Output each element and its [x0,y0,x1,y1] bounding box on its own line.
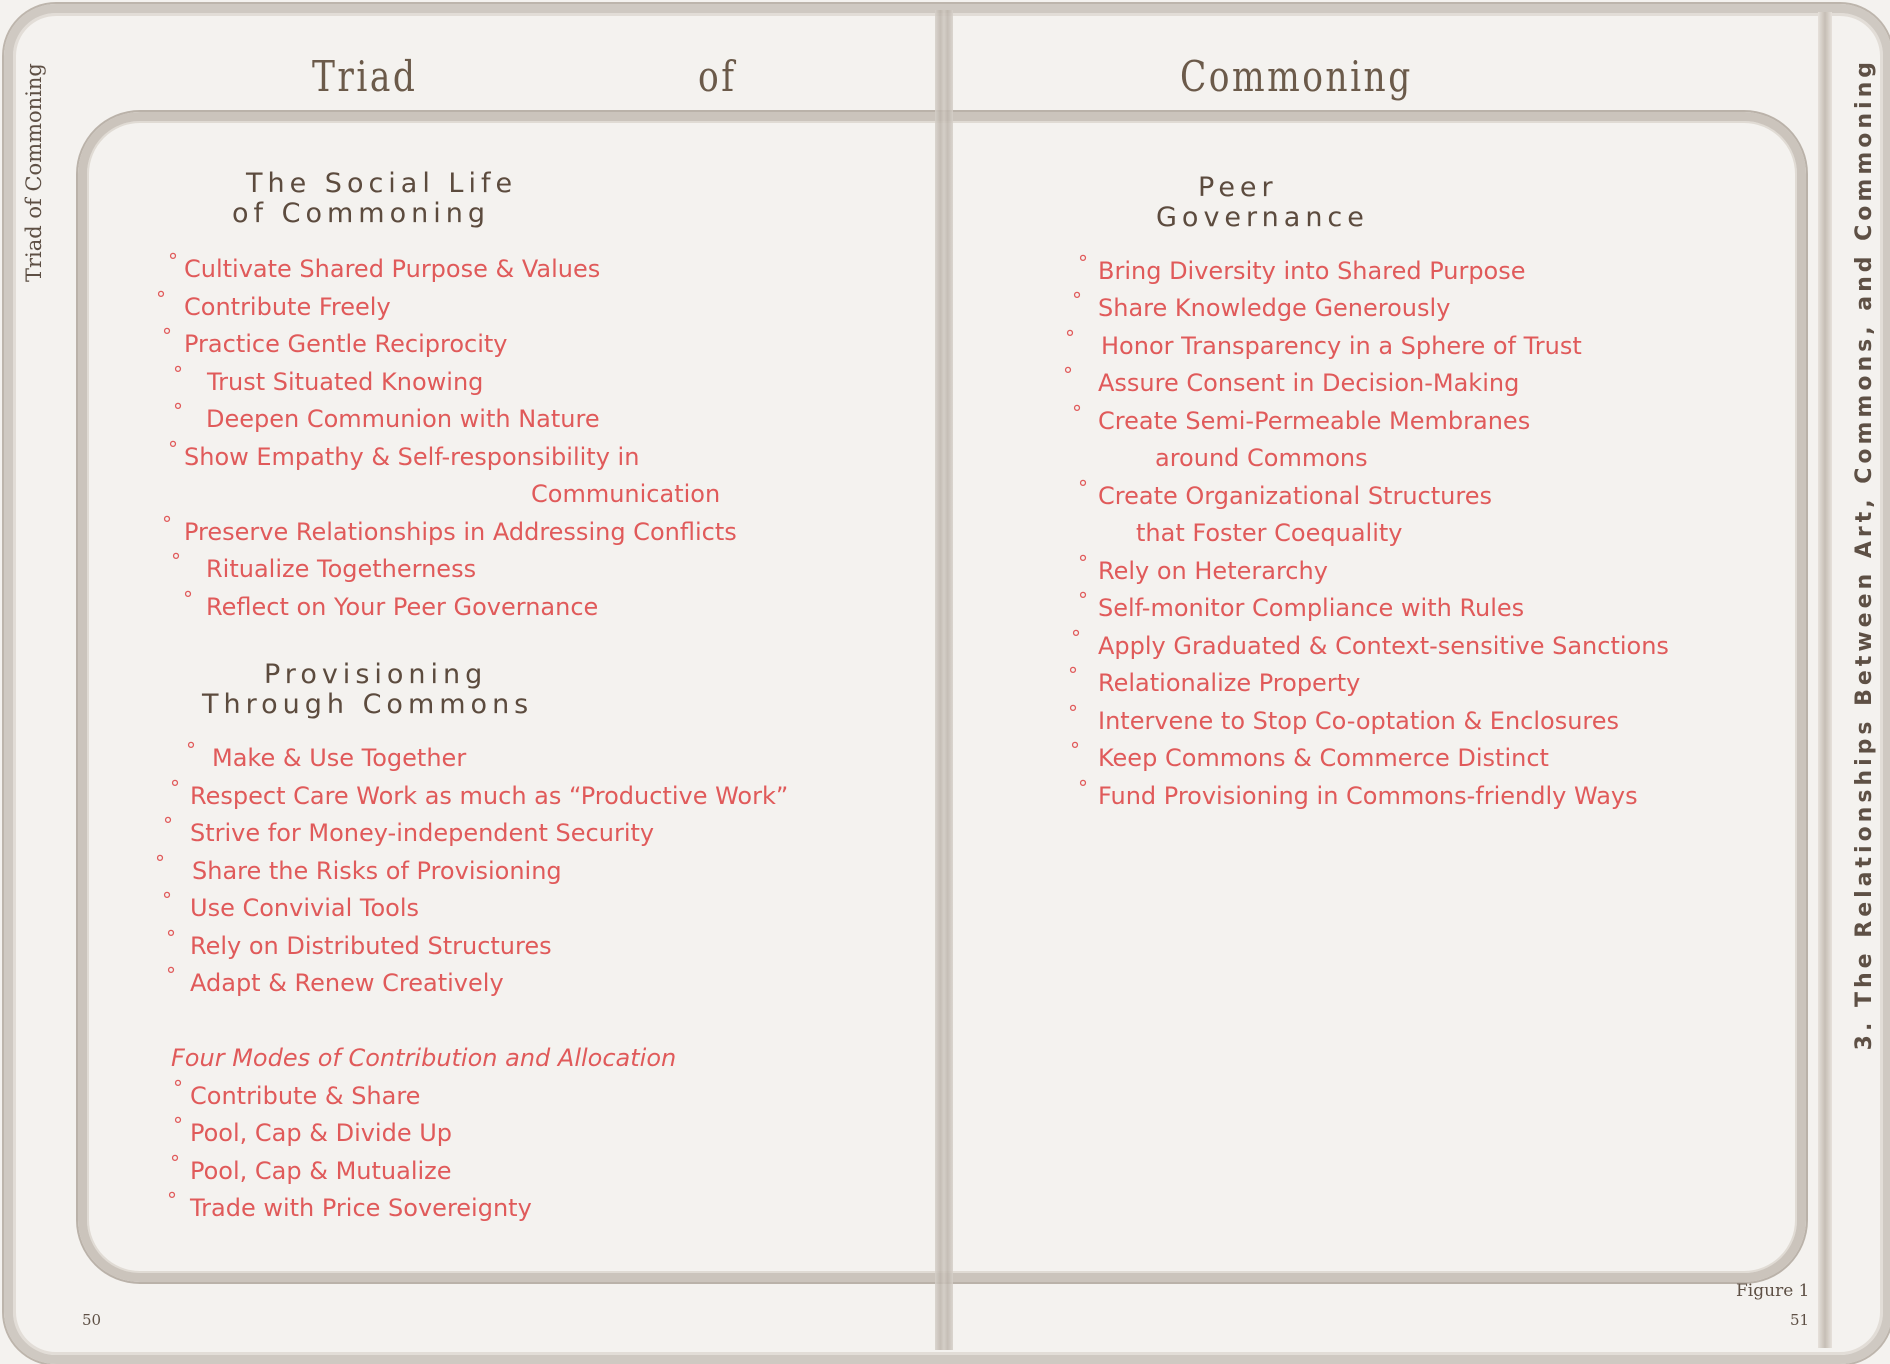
heading-social-life-line2: of Commoning [232,198,490,229]
title-word-commoning: Commoning [1180,52,1413,101]
list-item: ° Rely on Heterarchy [1078,551,1328,585]
title-word-triad: Triad [312,52,418,101]
page-number-right: 51 [1790,1311,1810,1329]
list-item: ° Cultivate Shared Purpose & Values [168,249,601,283]
list-item: ° Ritualize Togetherness [171,549,477,583]
list-item: ° Strive for Money-independent Security [163,813,655,847]
list-item: ° Trade with Price Sovereignty [167,1188,532,1222]
list-item: ° Relationalize Property [1068,663,1361,697]
list-item: ° Keep Commons & Commerce Distinct [1070,738,1549,772]
list-item: ° Share the Risks of Provisioning [155,851,562,885]
list-item: ° Apply Graduated & Context-sensitive Sanctions [1071,626,1669,660]
modes-heading: Four Modes of Contribution and Allocation [171,1044,677,1072]
list-item: ° Make & Use Together [186,738,467,772]
page-number-left: 50 [82,1311,102,1329]
heading-provisioning-line1: Provisioning [264,659,488,690]
list-item: ° Honor Transparency in a Sphere of Trust [1065,326,1582,360]
list-item: ° Intervene to Stop Co-optation & Enclosures [1068,701,1620,735]
title-word-of: of [698,52,737,101]
list-item: ° Fund Provisioning in Commons-friendly Ways [1078,776,1638,810]
list-item: ° Create Semi-Permeable Membranes [1072,401,1531,435]
list-item: ° Self-monitor Compliance with Rules [1078,588,1525,622]
list-item: ° Respect Care Work as much as “Productive Work” [170,776,789,810]
list-item: ° Pool, Cap & Divide Up [173,1113,453,1147]
list-item: ° Pool, Cap & Mutualize [170,1151,452,1185]
list-item: ° Adapt & Renew Creatively [166,963,504,997]
page-edge [1818,12,1832,1348]
figure-label: Figure 1 [1736,1281,1810,1301]
list-item-continuation: Communication [531,480,721,508]
list-item: ° Practice Gentle Reciprocity [162,324,508,358]
heading-provisioning-line2: Through Commons [202,689,534,720]
heading-social-life-line1: The Social Life [246,168,518,199]
list-item: ° Contribute & Share [173,1076,421,1110]
running-head-left: Triad of Commoning [22,63,46,282]
list-item: ° Rely on Distributed Structures [166,926,552,960]
list-item: ° Contribute Freely [156,287,391,321]
list-item: ° Show Empathy & Self-responsibility in [168,437,640,471]
list-item: ° Bring Diversity into Shared Purpose [1078,251,1526,285]
list-item-continuation: that Foster Coequality [1136,519,1403,547]
heading-peer-governance-line2: Governance [1156,202,1369,233]
book-spine [935,10,953,1350]
list-item: ° Preserve Relationships in Addressing Conflicts [162,512,737,546]
list-item: ° Reflect on Your Peer Governance [183,587,599,621]
running-head-right: 3. The Relationships Between Art, Commons, and Commoning [1852,58,1877,1051]
list-item: ° Trust Situated Knowing [173,362,484,396]
heading-peer-governance-line1: Peer [1198,172,1278,203]
list-item: ° Share Knowledge Generously [1072,288,1451,322]
list-item: ° Use Convivial Tools [162,888,419,922]
list-item-continuation: around Commons [1155,444,1368,472]
list-item: ° Create Organizational Structures [1078,476,1492,510]
list-item: ° Deepen Communion with Nature [173,399,600,433]
list-item: ° Assure Consent in Decision-Making [1063,363,1520,397]
